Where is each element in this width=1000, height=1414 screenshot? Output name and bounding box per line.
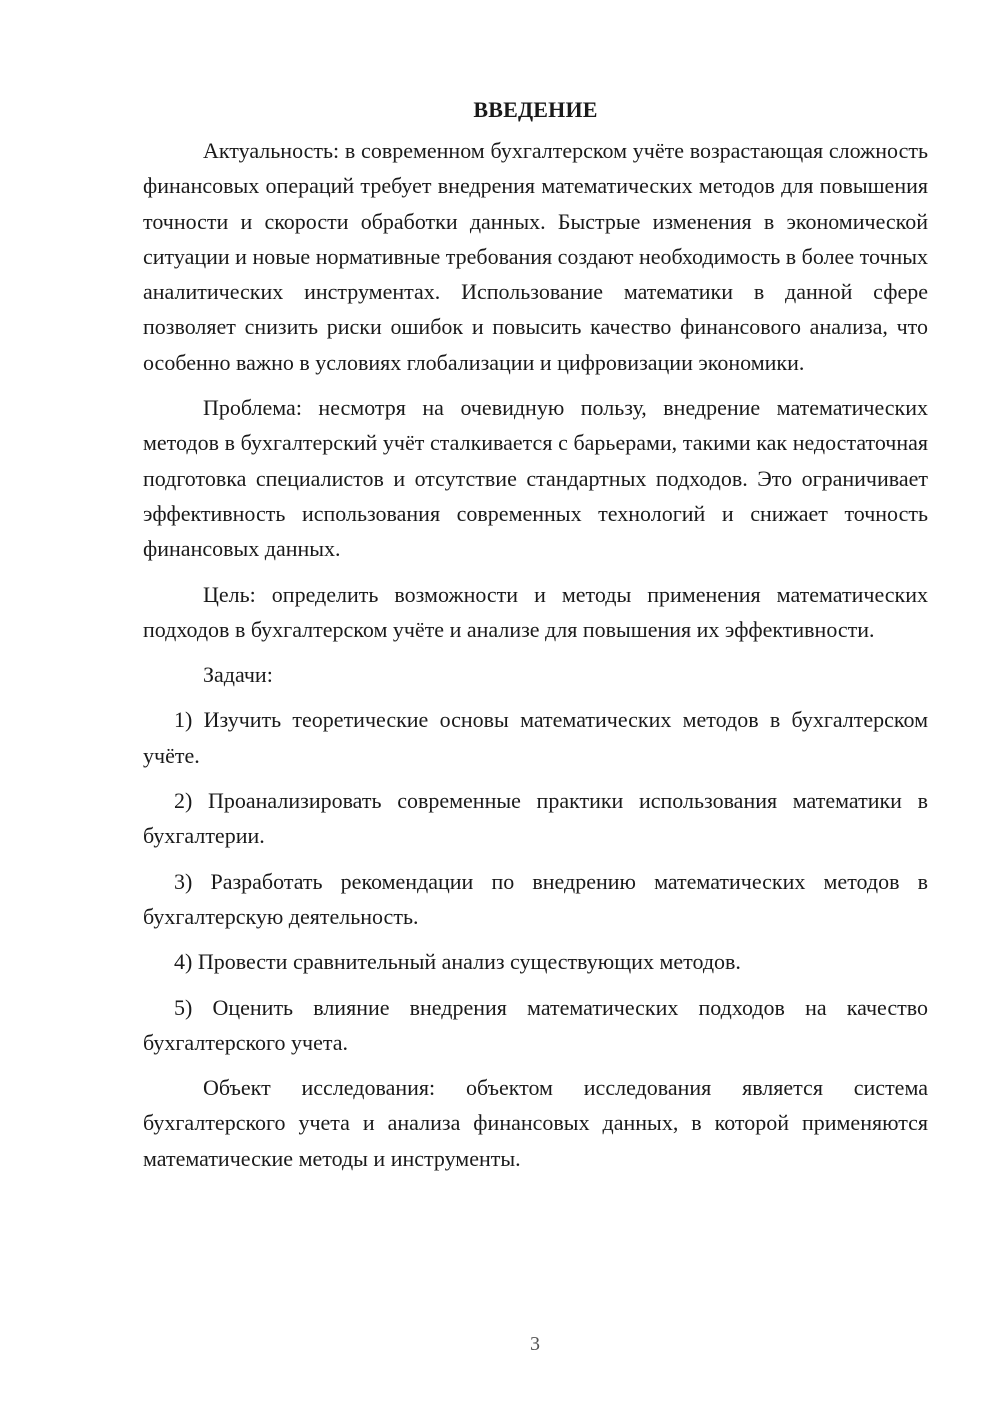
page-number: 3 xyxy=(530,1333,540,1355)
task-item-4: 4) Провести сравнительный анализ существующих методов. xyxy=(174,949,741,975)
task-item-1: 1) Изучить теоретические основы математических методов в бухгалтерском учёте. xyxy=(143,707,928,768)
task-item-5: 5) Оценить влияние внедрения математических подходов на качество бухгалтерского учета. xyxy=(143,994,928,1055)
task-item-3: 3) Разработать рекомендации по внедрению математических методов в бухгалтерскую деятельность. xyxy=(143,868,928,929)
relevance-paragraph: Актуальность: в современном бухгалтерском учёте возрастающая сложность финансовых операций требует внедрения математических методов для повышения точности и скорости обработки данных. Быстрые изменения в экономической ситуации и новые нормативные требования создают необходимость в более точных аналитических инструментах. Использование математики в данной сфере позволяет снизить риски ошибок и повысить качество финансового анализа, что особенно важно в условиях глобализации и цифровизации экономики. xyxy=(143,138,928,375)
document-page xyxy=(143,92,928,1186)
object-paragraph: Объект исследования: объектом исследования является система бухгалтерского учета и анализа финансовых данных, в которой применяются математические методы и инструменты. xyxy=(143,1075,928,1171)
task-item-2: 2) Проанализировать современные практики использования математики в бухгалтерии. xyxy=(143,788,928,849)
section-heading: ВВЕДЕНИЕ xyxy=(473,97,598,122)
problem-paragraph: Проблема: несмотря на очевидную пользу, внедрение математических методов в бухгалтерский учёт сталкивается с барьерами, такими как недостаточная подготовка специалистов и отсутствие стандартных подходов. Это ограничивает эффективность использования современных технологий и снижает точность финансовых данных. xyxy=(143,395,928,562)
tasks-label: Задачи: xyxy=(203,662,273,688)
goal-paragraph: Цель: определить возможности и методы применения математических подходов в бухгалтерском учёте и анализе для повышения их эффективности. xyxy=(143,581,928,642)
